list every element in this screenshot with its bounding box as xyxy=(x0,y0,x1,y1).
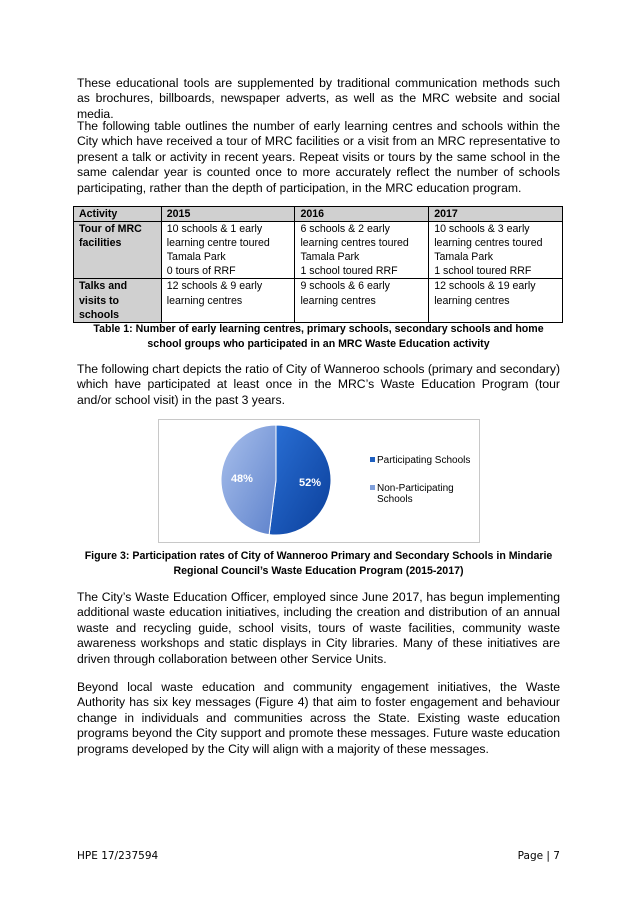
paragraph-tools-supplemented: These educational tools are supplemented by traditional communication methods such as brochures, billboards, newspaper adverts, as well as the MRC website and social media. xyxy=(77,76,560,121)
table-header-cell: 2015 xyxy=(161,207,295,222)
legend xyxy=(370,455,470,505)
legend-swatch-non-participating xyxy=(370,485,375,490)
participation-table xyxy=(73,206,563,323)
table-cell: 6 schools & 2 early learning centres toured Tamala Park 1 school toured RRF xyxy=(295,222,429,279)
table-header-row xyxy=(74,207,563,222)
paragraph-chart-intro: The following chart depicts the ratio of City of Wanneroo schools (primary and secondary) which have participated at least once in the MRC’s Waste Education Program (tour and/or school visit) in the past 3 years. xyxy=(77,362,560,407)
row-label-talks: Talks and visits to schools xyxy=(74,279,162,322)
table-header-cell: 2016 xyxy=(295,207,429,222)
paragraph-table-intro: The following table outlines the number of early learning centres and schools within the City which have received a tour of MRC facilities or a visit from an MRC representative to present a talk or activity in recent years. Repeat visits or tours by the same school in the same calendar year is counted once to more accurately reflect the number of schools participating, rather than the depth of participation, in the MRC education program. xyxy=(77,119,560,195)
paragraph-waste-officer: The City’s Waste Education Officer, employed since June 2017, has begun implementing additional waste education initiatives, including the creation and distribution of an annual waste and recycling guide, school visits, tours of waste facilities, community waste awareness workshops and static displays in City libraries. Many of these initiatives are driven through collaboration between other Service Units. xyxy=(77,590,560,666)
table-cell: 10 schools & 3 early learning centres toured Tamala Park 1 school toured RRF xyxy=(429,222,563,279)
table-row xyxy=(74,222,563,279)
footer-doc-ref: HPE 17/237594 xyxy=(77,850,159,862)
table-header-cell: Activity xyxy=(74,207,162,222)
figure-caption: Figure 3: Participation rates of City of Wanneroo Primary and Secondary Schools in Mindarie Regional Council’s Waste Education Program (2015-2017) xyxy=(84,550,553,577)
table-cell: 12 schools & 19 early learning centres xyxy=(429,279,563,322)
table-cell: 9 schools & 6 early learning centres xyxy=(295,279,429,322)
pie-chart xyxy=(158,419,480,543)
pie-chart-svg xyxy=(159,420,479,542)
slice-label-non-participating: 48% xyxy=(230,472,253,485)
table-header-cell: 2017 xyxy=(429,207,563,222)
table-cell: 10 schools & 1 early learning centre toured Tamala Park 0 tours of RRF xyxy=(161,222,295,279)
paragraph-waste-authority: Beyond local waste education and community engagement initiatives, the Waste Authority has six key messages (Figure 4) that aim to foster engagement and behaviour change in individuals and communities across the State. Existing waste education programs beyond the City support and promote these messages. Future waste education programs developed by the City will align with a majority of these messages. xyxy=(77,680,560,756)
legend-swatch-participating xyxy=(370,457,375,462)
footer-page-number: Page | 7 xyxy=(517,850,560,862)
legend-label-non-participating-line2: Schools xyxy=(377,494,413,505)
table-cell: 12 schools & 9 early learning centres xyxy=(161,279,295,322)
table-row xyxy=(74,279,563,322)
legend-label-non-participating: Non-Participating xyxy=(377,483,454,494)
legend-label-participating: Participating Schools xyxy=(377,455,471,466)
slice-label-participating: 52% xyxy=(299,477,322,490)
row-label-tour: Tour of MRC facilities xyxy=(74,222,162,279)
table-caption: Table 1: Number of early learning centres, primary schools, secondary schools and home school groups who participated in an MRC Waste Education activity xyxy=(93,323,544,350)
